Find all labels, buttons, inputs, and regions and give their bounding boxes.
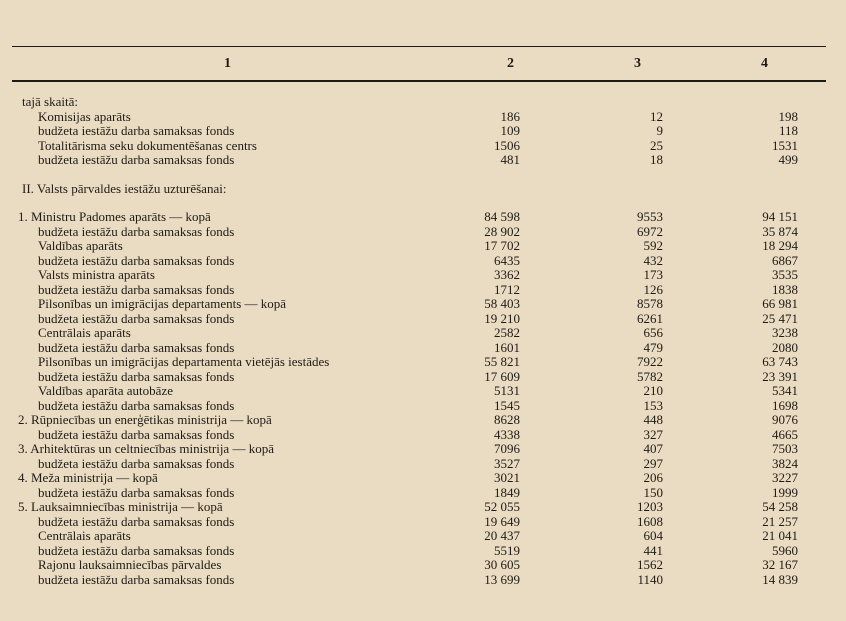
row-label: budžeta iestāžu darba samaksas fonds (38, 484, 235, 500)
table-row (0, 124, 846, 139)
table-row (0, 515, 846, 530)
cell-col-3: 441 (643, 542, 663, 558)
table-row (0, 225, 846, 240)
row-label: budžeta iestāžu darba samaksas fonds (38, 252, 235, 268)
cell-col-4: 21 041 (762, 528, 798, 543)
cell-col-2: 7096 (494, 441, 520, 456)
table-row (0, 399, 846, 414)
cell-col-2: 1849 (494, 484, 520, 500)
cell-col-4: 25 471 (762, 310, 798, 326)
cell-col-4: 3227 (772, 470, 798, 485)
cell-col-3: 9553 (637, 209, 663, 224)
cell-col-2: 17 702 (484, 238, 520, 253)
row-label: Centrālais aparāts (38, 325, 131, 340)
table-row (0, 558, 846, 573)
cell-col-3: 8578 (637, 296, 663, 311)
cell-col-4: 1698 (772, 397, 798, 413)
cell-col-4: 118 (778, 123, 798, 138)
column-header-3: 3 (634, 56, 641, 71)
cell-col-4: 94 151 (762, 209, 798, 224)
cell-col-2: 30 605 (484, 557, 520, 572)
cell-col-2: 1506 (494, 137, 520, 153)
cell-col-2: 4338 (494, 426, 520, 442)
cell-col-2: 1712 (494, 281, 520, 297)
row-label: budžeta iestāžu darba samaksas fonds (38, 571, 235, 587)
cell-col-4: 5341 (772, 383, 798, 398)
table-row (0, 573, 846, 588)
cell-col-2: 1601 (494, 339, 520, 355)
table-row (0, 297, 846, 312)
table-row (0, 95, 846, 110)
row-label: budžeta iestāžu darba samaksas fonds (38, 513, 235, 529)
cell-col-2: 5519 (494, 542, 520, 558)
table-body (0, 95, 846, 587)
table-row (0, 457, 846, 472)
row-label: 2. Rūpniecības un enerģētikas ministrija — kopā (18, 412, 272, 427)
intro-label: tajā skaitā: (22, 94, 78, 109)
table-row (0, 370, 846, 385)
cell-col-2: 3362 (494, 267, 520, 282)
cell-col-3: 173 (643, 267, 663, 282)
table-row (0, 139, 846, 154)
row-label: budžeta iestāžu darba samaksas fonds (38, 426, 235, 442)
cell-col-4: 9076 (772, 412, 798, 427)
cell-col-2: 1545 (494, 397, 520, 413)
table-row (0, 239, 846, 254)
row-label: Rajonu lauksaimniecības pārvaldes (38, 557, 222, 572)
cell-col-3: 1562 (637, 557, 663, 572)
cell-col-2: 8628 (494, 412, 520, 427)
table-row (0, 326, 846, 341)
cell-col-4: 1838 (772, 281, 798, 297)
cell-col-4: 499 (778, 152, 798, 167)
row-label: budžeta iestāžu darba samaksas fonds (38, 339, 235, 355)
cell-col-4: 54 258 (762, 499, 798, 514)
cell-col-2: 19 210 (484, 310, 520, 326)
cell-col-3: 126 (643, 281, 663, 297)
table-row (0, 110, 846, 125)
cell-col-3: 297 (643, 455, 663, 471)
cell-col-4: 32 167 (762, 557, 798, 572)
cell-col-3: 12 (650, 108, 663, 124)
table-row (0, 355, 846, 370)
cell-col-4: 14 839 (762, 571, 798, 587)
cell-col-4: 5960 (772, 542, 798, 558)
cell-col-2: 481 (500, 152, 520, 167)
cell-col-2: 52 055 (484, 499, 520, 514)
table-row (0, 210, 846, 225)
row-label: Valdības aparāts (38, 238, 123, 253)
top-rule (12, 46, 826, 47)
cell-col-2: 3021 (494, 470, 520, 485)
cell-col-3: 432 (643, 252, 663, 268)
column-header-4: 4 (761, 56, 768, 71)
cell-col-2: 19 649 (484, 513, 520, 529)
cell-col-3: 656 (643, 325, 663, 340)
cell-col-3: 25 (650, 137, 663, 153)
cell-col-2: 20 437 (484, 528, 520, 543)
row-label: budžeta iestāžu darba samaksas fonds (38, 223, 235, 239)
row-label: budžeta iestāžu darba samaksas fonds (38, 397, 235, 413)
row-label: budžeta iestāžu darba samaksas fonds (38, 368, 235, 384)
cell-col-3: 604 (643, 528, 663, 543)
cell-col-4: 198 (778, 108, 798, 124)
table-row (0, 500, 846, 515)
cell-col-4: 3238 (772, 325, 798, 340)
cell-col-4: 1531 (772, 137, 798, 153)
cell-col-4: 23 391 (762, 368, 798, 384)
row-label: Komisijas aparāts (38, 108, 131, 124)
cell-col-4: 1999 (772, 484, 798, 500)
cell-col-2: 2582 (494, 325, 520, 340)
row-label: 3. Arhitektūras un celtniecības ministrija — kopā (18, 441, 274, 456)
table-row (0, 529, 846, 544)
cell-col-4: 66 981 (762, 296, 798, 311)
table-row (0, 471, 846, 486)
row-label: 1. Ministru Padomes aparāts — kopā (18, 209, 211, 224)
cell-col-2: 13 699 (484, 571, 520, 587)
cell-col-3: 1203 (637, 499, 663, 514)
table-row (0, 544, 846, 559)
cell-col-2: 109 (500, 123, 520, 138)
row-label: budžeta iestāžu darba samaksas fonds (38, 542, 235, 558)
cell-col-3: 210 (643, 383, 663, 398)
table-row (0, 254, 846, 269)
section-gap (0, 168, 846, 182)
cell-col-2: 58 403 (484, 296, 520, 311)
table-row (0, 413, 846, 428)
section-gap (0, 196, 846, 210)
cell-col-4: 21 257 (762, 513, 798, 529)
cell-col-3: 448 (643, 412, 663, 427)
cell-col-4: 2080 (772, 339, 798, 355)
table-row (0, 442, 846, 457)
cell-col-4: 4665 (772, 426, 798, 442)
cell-col-3: 479 (643, 339, 663, 355)
cell-col-3: 6972 (637, 223, 663, 239)
section-title: II. Valsts pārvaldes iestāžu uzturēšanai: (22, 180, 227, 196)
row-label: budžeta iestāžu darba samaksas fonds (38, 310, 235, 326)
cell-col-2: 84 598 (484, 209, 520, 224)
table-row (0, 341, 846, 356)
table-row (0, 486, 846, 501)
table-row (0, 268, 846, 283)
cell-col-3: 6261 (637, 310, 663, 326)
row-label: Pilsonības un imigrācijas departaments — kopā (38, 296, 287, 311)
table-row (0, 182, 846, 197)
cell-col-3: 150 (643, 484, 663, 500)
cell-col-3: 7922 (637, 354, 663, 369)
cell-col-3: 5782 (637, 368, 663, 384)
cell-col-4: 3824 (772, 455, 798, 471)
cell-col-3: 9 (656, 123, 663, 138)
table-row (0, 384, 846, 399)
cell-col-2: 17 609 (484, 368, 520, 384)
cell-col-4: 3535 (772, 267, 798, 282)
table-row (0, 428, 846, 443)
row-label: budžeta iestāžu darba samaksas fonds (38, 152, 235, 167)
column-header-2: 2 (507, 56, 514, 71)
row-label: Pilsonības un imigrācijas departamenta vietējās iestādes (38, 354, 330, 369)
cell-col-3: 1608 (637, 513, 663, 529)
cell-col-2: 3527 (494, 455, 520, 471)
row-label: Valdības aparāta autobāze (38, 383, 173, 398)
cell-col-2: 6435 (494, 252, 520, 268)
cell-col-2: 5131 (494, 383, 520, 398)
cell-col-3: 18 (650, 152, 663, 167)
row-label: 4. Meža ministrija — kopā (18, 470, 158, 485)
cell-col-2: 186 (500, 108, 520, 124)
cell-col-4: 18 294 (762, 238, 798, 253)
cell-col-2: 55 821 (484, 354, 520, 369)
table-row (0, 153, 846, 168)
cell-col-4: 7503 (772, 441, 798, 456)
cell-col-3: 206 (643, 470, 663, 485)
cell-col-3: 407 (643, 441, 663, 456)
cell-col-3: 153 (643, 397, 663, 413)
row-label: Totalitārisma seku dokumentēšanas centrs (38, 137, 257, 153)
row-label: budžeta iestāžu darba samaksas fonds (38, 455, 235, 471)
row-label: Valsts ministra aparāts (38, 267, 155, 282)
row-label: Centrālais aparāts (38, 528, 131, 543)
cell-col-3: 1140 (637, 571, 663, 587)
table-row (0, 312, 846, 327)
row-label: budžeta iestāžu darba samaksas fonds (38, 123, 235, 138)
cell-col-4: 6867 (772, 252, 798, 268)
cell-col-2: 28 902 (484, 223, 520, 239)
cell-col-3: 592 (643, 238, 663, 253)
row-label: 5. Lauksaimniecības ministrija — kopā (18, 499, 223, 514)
cell-col-4: 63 743 (762, 354, 798, 369)
cell-col-3: 327 (643, 426, 663, 442)
column-header-1: 1 (224, 56, 231, 71)
row-label: budžeta iestāžu darba samaksas fonds (38, 281, 235, 297)
table-row (0, 283, 846, 298)
header-rule (12, 80, 826, 82)
cell-col-4: 35 874 (762, 223, 798, 239)
